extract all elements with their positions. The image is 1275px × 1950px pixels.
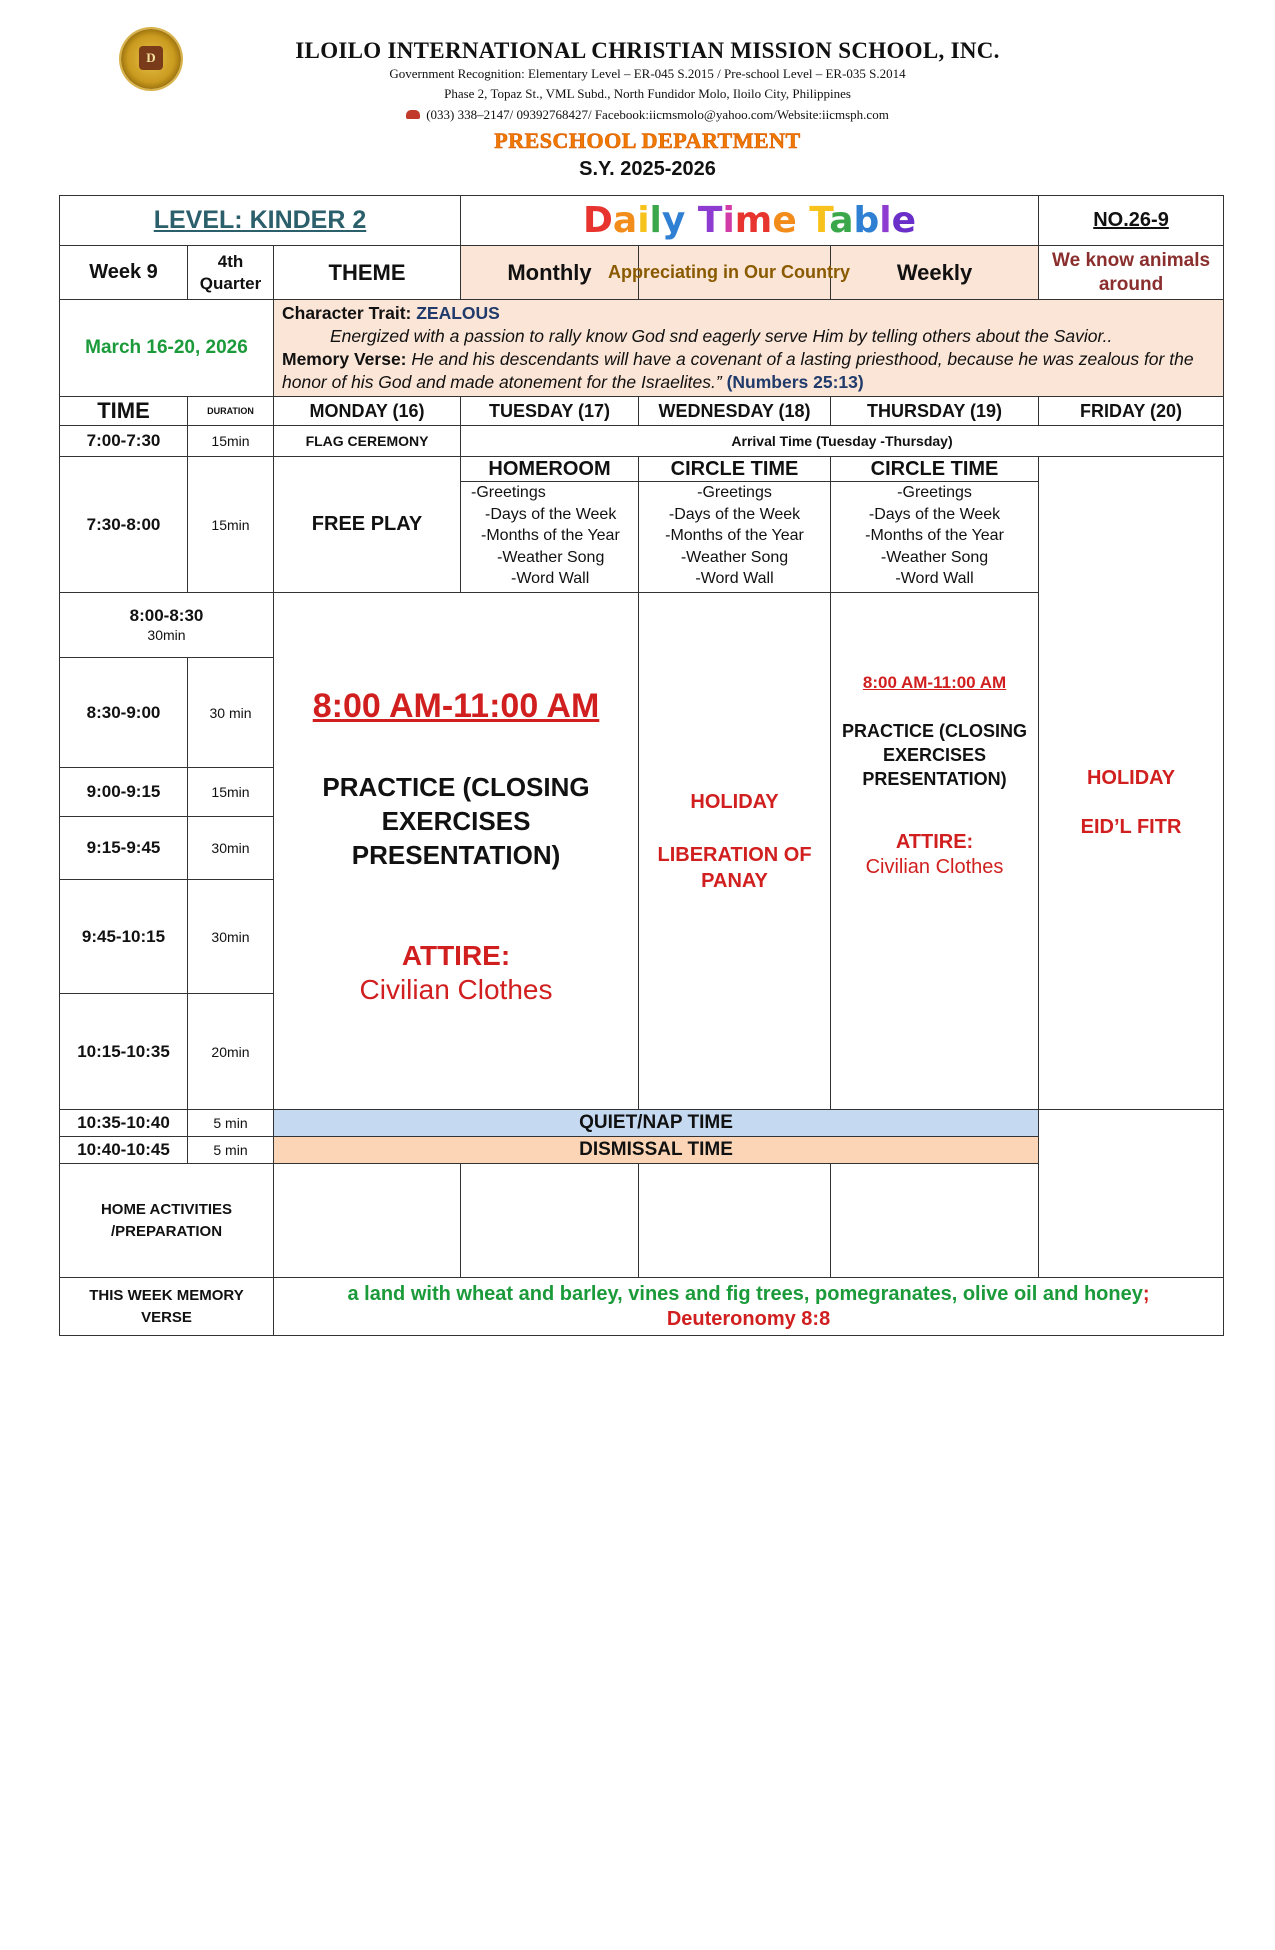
quiet-nap-time: QUIET/NAP TIME (274, 1110, 1039, 1137)
time-header: TIME (60, 397, 188, 426)
list-item: -Days of the Week (485, 505, 617, 523)
practice-line1: PRACTICE (CLOSING (322, 771, 590, 802)
phone-icon (406, 110, 420, 119)
title-letter: e (891, 200, 917, 241)
title-letter: l (649, 200, 662, 241)
theme-row (60, 246, 1224, 300)
level-cell (60, 196, 461, 246)
column-header-row (60, 397, 1224, 426)
wednesday-header: WEDNESDAY (18) (639, 397, 831, 426)
circle-time-heading: CIRCLE TIME (831, 457, 1038, 482)
homeroom-cell (461, 457, 639, 593)
monthly-theme-text: Appreciating in Our Country (608, 262, 851, 282)
contact-text: (033) 338–2147/ 09392768427/ Facebook:iicmsmolo@yahoo.com/Website:iicmsph.com (426, 107, 889, 122)
list-item: -Weather Song (680, 548, 789, 566)
trait-description: Energized with a passion to rally know God snd eagerly serve Him by telling others about the Savior.. (330, 326, 1113, 346)
eid-l-fitr: EID’L FITR (1080, 816, 1182, 838)
title-letter: a (612, 200, 638, 241)
list-item: -Months of the Year (481, 527, 620, 544)
government-recognition: Government Recognition: Elementary Level – ER-045 S.2015 / Pre-school Level – ER-035 S.2014 (389, 66, 906, 81)
holiday-name-line2: PANAY (701, 869, 768, 892)
wednesday-circle-cell (639, 457, 831, 593)
duration-text: 30min (147, 626, 186, 643)
theme-label: THEME (274, 246, 461, 300)
practice-title (274, 770, 638, 872)
practice-line2: EXERCISES PRESENTATION) (351, 805, 561, 870)
time-cell: 10:40-10:45 (60, 1137, 188, 1164)
memory-verse-ref: (Numbers 25:13) (726, 372, 864, 392)
title-letter: T (697, 200, 723, 241)
title-letter: i (722, 200, 735, 241)
thursday-circle-cell (831, 457, 1039, 593)
homeroom-heading: HOMEROOM (461, 457, 638, 482)
home-monday (274, 1164, 461, 1278)
practice-line2: EXERCISES (883, 745, 987, 765)
weekly-theme-line2: around (1098, 273, 1164, 295)
thursday-header: THURSDAY (19) (831, 397, 1039, 426)
title-letter: y (661, 200, 686, 241)
practice-time: 8:00 AM-11:00 AM (862, 673, 1007, 692)
duration-cell: 15min (188, 426, 274, 457)
liberation-of-panay (639, 842, 830, 894)
time-cell: 9:00-9:15 (60, 768, 188, 817)
weekly-theme-line1: We know animals (1052, 249, 1211, 271)
title-letters (583, 200, 916, 241)
time-cell (60, 593, 274, 658)
trait-value: ZEALOUS (416, 303, 500, 323)
table-row (60, 426, 1224, 457)
weekly-label: Weekly (831, 246, 1039, 300)
home-activities-label (60, 1164, 274, 1278)
trait-row (60, 300, 1224, 397)
trait-label: Character Trait: (282, 303, 412, 323)
memory-verse-ref: Deuteronomy 8:8 (666, 1307, 831, 1330)
dismissal-time: DISMISSAL TIME (274, 1137, 1039, 1164)
school-seal-logo (121, 29, 181, 89)
time-text: 8:00-8:30 (129, 605, 204, 625)
monthly-theme (608, 246, 851, 300)
time-cell: 8:30-9:00 (60, 658, 188, 768)
list-item: -Greetings (697, 484, 772, 501)
title-letter: e (772, 200, 797, 241)
monthly-label: Monthly (461, 246, 639, 300)
list-item: -Greetings (471, 484, 546, 501)
list-item: -Word Wall (695, 570, 774, 587)
title-letter: D (583, 200, 613, 241)
homeroom-list (461, 482, 638, 590)
time-cell: 7:30-8:00 (60, 457, 188, 593)
quarter-number: 4th (217, 251, 244, 271)
home-tuesday (461, 1164, 639, 1278)
table-row (60, 457, 1224, 593)
attire-clothes: Civilian Clothes (865, 856, 1004, 878)
memory-verse-row (60, 1278, 1224, 1336)
quarter-word: Quarter (199, 273, 262, 293)
duration-cell: 15min (188, 457, 274, 593)
thursday-practice-block (831, 593, 1039, 1110)
duration-cell: 5 min (188, 1137, 274, 1164)
memory-verse-label: Memory Verse: (282, 349, 407, 369)
title-letter (685, 200, 698, 241)
number-cell (1039, 196, 1224, 246)
free-play: FREE PLAY (274, 457, 461, 593)
list-item: -Greetings (897, 484, 972, 501)
time-cell: 10:15-10:35 (60, 994, 188, 1110)
duration-cell: 30min (188, 817, 274, 880)
title-letter (797, 200, 810, 241)
week-dates: March 16-20, 2026 (60, 300, 274, 397)
home-wednesday (639, 1164, 831, 1278)
duration-header: DURATION (188, 397, 274, 426)
time-cell: 10:35-10:40 (60, 1110, 188, 1137)
duration-cell: 30min (188, 880, 274, 994)
school-name: ILOILO INTERNATIONAL CHRISTIAN MISSION SCHOOL, INC. (295, 38, 1000, 63)
title-letter: T (809, 200, 830, 241)
time-cell: 9:15-9:45 (60, 817, 188, 880)
attire-clothes: Civilian Clothes (359, 973, 553, 1005)
friday-empty-cell (1039, 1110, 1224, 1278)
friday-holiday-cell (1039, 457, 1224, 1110)
circle-time-heading: CIRCLE TIME (639, 457, 830, 482)
flag-ceremony: FLAG CEREMONY (274, 426, 461, 457)
list-item: -Word Wall (511, 570, 590, 587)
memory-verse-text: He and his descendants will have a covenant of a lasting priesthood, because he was zealous for the honor of his God and made atonement for the Israelites.” (282, 349, 1194, 392)
attire-label: ATTIRE: (895, 831, 974, 853)
memory-label-line1: THIS WEEK MEMORY (89, 1286, 244, 1304)
week-label: Week 9 (60, 246, 188, 300)
wednesday-holiday-cell (639, 593, 831, 1110)
monday-header: MONDAY (16) (274, 397, 461, 426)
circle-time-list (639, 482, 830, 590)
memory-label-line2: VERSE (141, 1308, 192, 1326)
holiday-name-line1: LIBERATION OF (657, 843, 812, 866)
friday-header: FRIDAY (20) (1039, 397, 1224, 426)
list-item: -Word Wall (895, 570, 974, 587)
list-item: -Weather Song (880, 548, 989, 566)
quarter-label (188, 246, 274, 300)
seal-emblem: D (139, 46, 163, 70)
list-item: -Days of the Week (668, 505, 801, 523)
practice-time: 8:00 AM-11:00 AM (312, 686, 600, 725)
duration-cell: 30 min (188, 658, 274, 768)
memory-verse-semicolon: ; (1142, 1282, 1150, 1305)
duration-cell: 15min (188, 768, 274, 817)
timetable (59, 195, 1224, 1336)
circle-time-list (831, 482, 1038, 590)
weekly-theme (1039, 246, 1224, 300)
week-memory-verse (274, 1278, 1224, 1336)
school-year: S.Y. 2025-2026 (579, 158, 716, 180)
home-label-line2: /PREPARATION (110, 1222, 223, 1240)
memory-verse-label (60, 1278, 274, 1336)
title-letter: l (879, 200, 892, 241)
title-row (60, 196, 1224, 246)
tuesday-header: TUESDAY (17) (461, 397, 639, 426)
wednesday-holiday: HOLIDAY (690, 790, 779, 813)
practice-line3: PRESENTATION) (862, 769, 1007, 789)
title-letter: a (829, 200, 854, 241)
document-number: NO.26-9 (1093, 209, 1169, 231)
contact-line (200, 107, 1095, 123)
daily-time-table-title (461, 196, 1039, 246)
arrival-time: Arrival Time (Tuesday -Thursday) (461, 426, 1224, 457)
practice-title (831, 719, 1038, 791)
practice-line1: PRACTICE (CLOSING (842, 721, 1028, 741)
duration-cell: 5 min (188, 1110, 274, 1137)
time-cell: 7:00-7:30 (60, 426, 188, 457)
list-item: -Months of the Year (665, 527, 804, 544)
friday-holiday: HOLIDAY (1086, 767, 1176, 789)
title-letter: i (637, 200, 650, 241)
attire-label: ATTIRE: (401, 939, 511, 971)
school-address: Phase 2, Topaz St., VML Subd., North Fundidor Molo, Iloilo City, Philippines (444, 86, 851, 101)
list-item: -Days of the Week (868, 505, 1001, 523)
table-row (60, 1110, 1224, 1137)
duration-cell: 20min (188, 994, 274, 1110)
home-thursday (831, 1164, 1039, 1278)
title-letter: m (734, 200, 773, 241)
list-item: -Months of the Year (865, 527, 1004, 544)
home-label-line1: HOME ACTIVITIES (100, 1200, 233, 1218)
memory-verse-text: a land with wheat and barley, vines and fig trees, pomegranates, olive oil and honey (347, 1282, 1143, 1305)
character-trait-block (274, 300, 1224, 397)
department-title: PRESCHOOL DEPARTMENT (494, 128, 801, 153)
monday-tuesday-practice-block (274, 593, 639, 1110)
list-item: -Weather Song (497, 548, 605, 566)
level-label: LEVEL: KINDER 2 (153, 206, 367, 234)
time-cell: 9:45-10:15 (60, 880, 188, 994)
title-letter: b (853, 200, 880, 241)
